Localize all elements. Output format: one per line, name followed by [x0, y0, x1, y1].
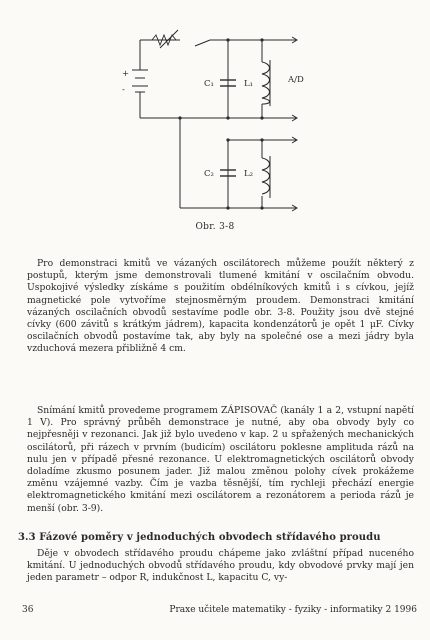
- circuit-diagram: [0, 0, 430, 240]
- paragraph-3: Děje v obvodech střídavého proudu chápeme jako zvláštní případ nuceného kmitání. U jednoduchých obvodů střídavého proudu, kdy obvodové prvky mají jen jeden parametr – odpor R, indukčnost L, kapacitu C, vy-: [27, 548, 414, 584]
- c1-label: C₁: [204, 79, 214, 89]
- l2-label: L₂: [244, 169, 254, 179]
- battery-minus-label: -: [122, 85, 125, 95]
- battery-plus-label: +: [122, 69, 130, 79]
- journal-title: Praxe učitele matematiky - fyziky - informatiky 2 1996: [169, 605, 417, 615]
- ad-label: A/D: [288, 75, 304, 85]
- page-number: 36: [22, 605, 34, 615]
- l1-label: L₁: [244, 79, 254, 89]
- paragraph-1: Pro demonstraci kmitů ve vázaných oscilátorech můžeme použít některý z postupů, kterým jsme demonstrovali tlumené kmitání v oscilačním obvodu. Uspokojivé výsledky získáme s použitím obdélníkových kmitů i s cívkou, jejíž magnetické pole vytvoříme stejnosměrným proudem. Demonstraci kmitání vázaných oscilačních obvodů sestavíme podle obr. 3-8. Použity jsou dvě stejné cívky (600 závitů s krátkým jádrem), kapacita kondenzátorů je opět 1 μF. Cívky oscilačních obvodů postavíme tak, aby byly na společné ose a mezi jádry byla vzduchová mezera přibližně 4 cm.: [27, 258, 414, 355]
- paragraph-2: Snímání kmitů provedeme programem ZÁPISOVAČ (kanály 1 a 2, vstupní napětí 1 V). Pro správný průběh demonstrace je nutné, aby oba obvody byly co nejpřesněji v rezonanci. Jak již bylo uvedeno v kap. 2 u spřažených mechanických oscilátorů, při rázech v prvním (budicím) oscilátoru poklesne amplituda rázů na nulu jen v případě přesné rezonance. U elektromagnetických oscilátorů obvody doladíme zkusmo posunem jader. Již malou změnou polohy cívek prokážeme změnu vzájemné vazby. Čím je vazba těsnější, tím rychleji přechází energie elektromagnetického kmitání mezi oscilátorem a rezonátorem a perioda rázů je menší (obr. 3-9).: [27, 405, 414, 514]
- figure-caption: Obr. 3-8: [195, 222, 235, 232]
- page-footer: [22, 605, 417, 615]
- section-heading: 3.3 Fázové poměry v jednoduchých obvodech střídavého proudu: [18, 532, 381, 543]
- c2-label: C₂: [204, 169, 214, 179]
